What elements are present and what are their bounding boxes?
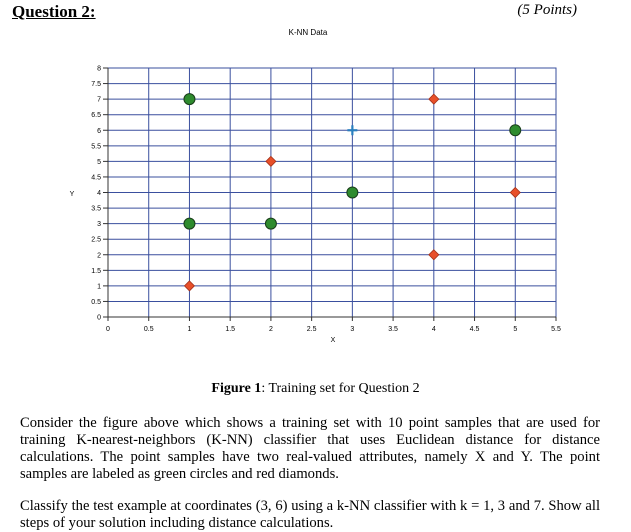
- x-tick-label: 4: [431, 326, 436, 333]
- y-tick-label: 5: [97, 158, 101, 166]
- y-tick-label: 1: [97, 283, 101, 291]
- y-axis-label: Y: [69, 191, 75, 198]
- points-label: (5 Points): [517, 2, 577, 18]
- green-circle-point: [184, 218, 195, 229]
- y-tick-label: 3.5: [91, 205, 101, 213]
- green-circle-point: [265, 218, 276, 229]
- x-tick-label: 2.5: [306, 326, 317, 333]
- y-tick-label: 0.5: [91, 298, 101, 306]
- x-tick-label: 1.5: [225, 326, 236, 333]
- x-tick-label: 4.5: [469, 326, 480, 333]
- problem-description: Consider the figure above which shows a training set with 10 point samples that are used for training K-nearest-neighbors (K-NN) classifier that uses Euclidean distance for distance calculations. The point samples have two real-valued attributes, namely X and Y. The point samples are labeled as green circles and red diamonds.: [20, 415, 600, 482]
- x-tick-label: 5.5: [551, 326, 561, 333]
- x-axis-label: X: [330, 337, 336, 344]
- figure-caption-label: Figure 1: [211, 381, 262, 396]
- y-tick-label: 4.5: [91, 174, 101, 182]
- green-circle-point: [510, 125, 521, 136]
- green-circle-point: [184, 94, 195, 105]
- y-tick-label: 5.5: [91, 143, 101, 151]
- x-tick-label: 3: [350, 326, 355, 333]
- chart-title: K-NN Data: [288, 28, 328, 37]
- y-tick-label: 2: [97, 252, 101, 260]
- x-tick-label: 2: [268, 326, 273, 333]
- x-tick-label: 5: [513, 326, 518, 333]
- y-tick-label: 7: [97, 96, 101, 104]
- y-tick-label: 3: [97, 221, 101, 229]
- y-tick-label: 7.5: [91, 81, 101, 89]
- figure-caption-text: : Training set for Question 2: [261, 381, 420, 396]
- y-tick-label: 1.5: [91, 267, 101, 275]
- x-tick-label: 0.5: [143, 326, 154, 333]
- x-tick-label: 3.5: [388, 326, 398, 333]
- question-title: Question 2:: [12, 2, 96, 21]
- x-tick-label: 1: [187, 326, 192, 333]
- y-tick-label: 6: [97, 127, 101, 135]
- y-tick-label: 2.5: [91, 236, 101, 244]
- x-tick-label: 0: [106, 326, 110, 333]
- y-tick-label: 0: [97, 314, 101, 322]
- problem-task: Classify the test example at coordinates (3, 6) using a k-NN classifier with k = 1, 3 and 7. Show all steps of your solution including distance calculations.: [20, 498, 600, 531]
- figure-caption: [0, 381, 631, 397]
- green-circle-point: [347, 187, 358, 198]
- y-tick-label: 4: [97, 190, 101, 197]
- y-tick-label: 6.5: [91, 112, 101, 120]
- y-tick-label: 8: [97, 65, 101, 73]
